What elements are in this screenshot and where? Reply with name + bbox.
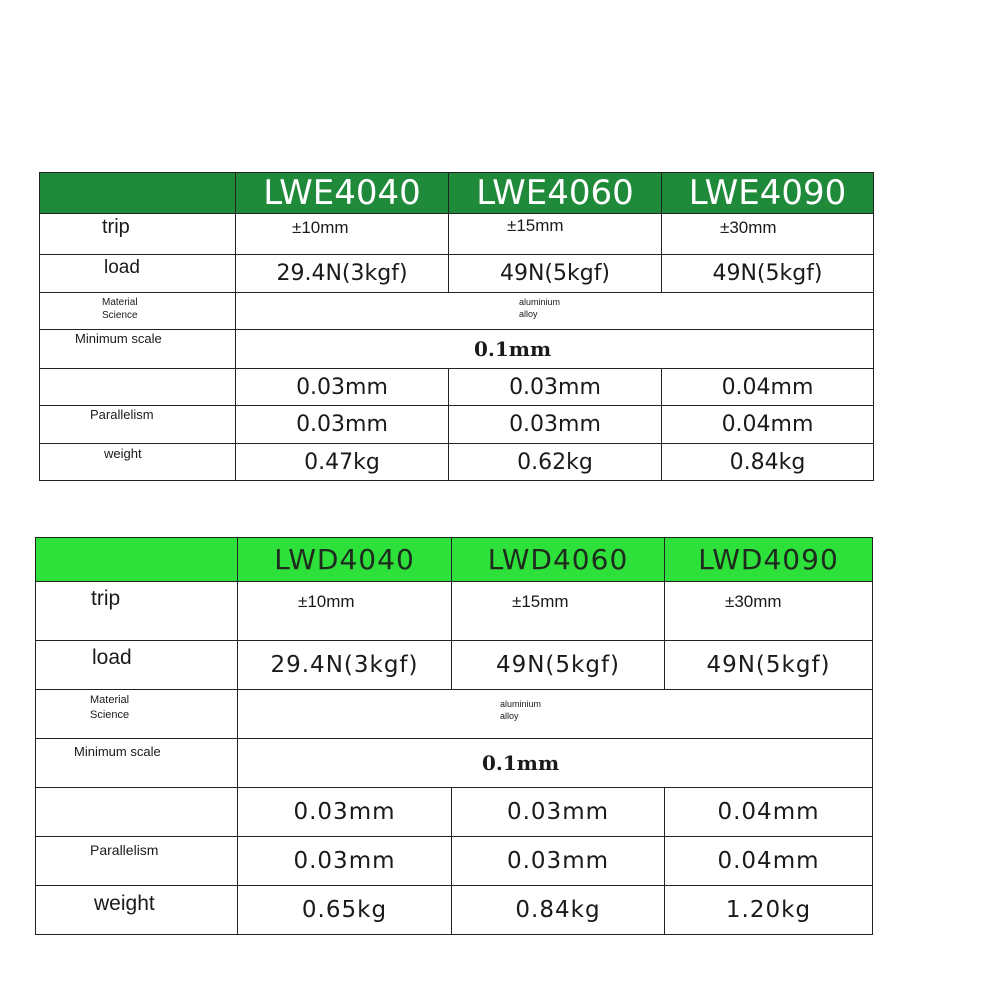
value-cell: 49N(5kgf) (449, 255, 662, 293)
minimum-scale-row (40, 330, 874, 369)
value-cell: 49N(5kgf) (452, 641, 665, 690)
load-label: load (92, 646, 132, 669)
value-cell: 0.84kg (452, 886, 665, 935)
material-value-line1: aluminium (500, 699, 542, 709)
material-label-line1: Material (102, 297, 138, 308)
weight-label: weight (94, 892, 155, 915)
material-label-line2: Science (90, 709, 130, 721)
value-cell: 49N(5kgf) (662, 255, 874, 293)
material-value-line1: aluminium (519, 297, 561, 307)
unlabeled-row (40, 369, 874, 406)
spec-table-lwd (35, 537, 873, 935)
spec-table-lwe (39, 172, 874, 481)
row-label-cell (40, 406, 236, 444)
header-row (40, 173, 874, 214)
row-label-cell-empty (36, 788, 238, 837)
parallelism-row (36, 837, 873, 886)
parallelism-label: Parallelism (90, 407, 154, 422)
value-cell: 0.03mm (238, 837, 452, 886)
value-cell: 0.03mm (449, 369, 662, 406)
minimum-scale-row (36, 739, 873, 788)
trip-label: trip (91, 587, 121, 610)
value-cell: ±10mm (238, 582, 452, 641)
unlabeled-row (36, 788, 873, 837)
load-row (40, 255, 874, 293)
value-cell: 0.84kg (662, 444, 874, 481)
row-label-cell (36, 886, 238, 935)
value-cell: 49N(5kgf) (665, 641, 873, 690)
row-label-cell (40, 330, 236, 369)
material-row (36, 690, 873, 739)
value-cell: ±10mm (236, 214, 449, 255)
material-value-cell (238, 690, 873, 739)
value-cell: 0.04mm (662, 369, 874, 406)
value-cell: 0.47kg (236, 444, 449, 481)
value-cell: 0.62kg (449, 444, 662, 481)
trip-label: trip (102, 216, 130, 238)
value-cell: 1.20kg (665, 886, 873, 935)
value-cell: 0.03mm (236, 369, 449, 406)
value-cell: 0.03mm (238, 788, 452, 837)
minimum-scale-label: Minimum scale (74, 744, 161, 759)
model-header: LWD4090 (665, 538, 873, 582)
material-label-line2: Science (102, 310, 138, 321)
model-header: LWD4040 (238, 538, 452, 582)
model-header: LWE4060 (449, 173, 662, 214)
value-cell: ±15mm (452, 582, 665, 641)
load-label: load (104, 257, 140, 278)
row-label-cell (36, 641, 238, 690)
minimum-scale-value: 0.1mm (474, 337, 552, 361)
minimum-scale-label: Minimum scale (75, 331, 162, 346)
row-label-cell (40, 444, 236, 481)
model-header: LWE4090 (662, 173, 874, 214)
header-row (36, 538, 873, 582)
weight-row (40, 444, 874, 481)
weight-label: weight (104, 446, 142, 461)
row-label-cell (36, 739, 238, 788)
row-label-cell (36, 690, 238, 739)
minimum-scale-value: 0.1mm (482, 751, 560, 775)
parallelism-row (40, 406, 874, 444)
row-label-cell (40, 255, 236, 293)
row-label-cell-empty (40, 369, 236, 406)
minimum-scale-value-cell (238, 739, 873, 788)
trip-row (40, 214, 874, 255)
material-value-cell (236, 293, 874, 330)
material-row (40, 293, 874, 330)
header-blank-cell (40, 173, 236, 214)
row-label-cell (36, 582, 238, 641)
value-cell: 0.04mm (662, 406, 874, 444)
parallelism-label: Parallelism (90, 842, 159, 858)
value-cell: ±30mm (665, 582, 873, 641)
material-value-line2: alloy (519, 309, 538, 319)
value-cell: ±30mm (662, 214, 874, 255)
material-value-line2: alloy (500, 711, 519, 721)
value-cell: 0.03mm (452, 837, 665, 886)
value-cell: 29.4N(3kgf) (236, 255, 449, 293)
value-cell: 0.03mm (452, 788, 665, 837)
row-label-cell (36, 837, 238, 886)
minimum-scale-value-cell (236, 330, 874, 369)
header-blank-cell (36, 538, 238, 582)
row-label-cell (40, 293, 236, 330)
row-label-cell (40, 214, 236, 255)
load-row (36, 641, 873, 690)
value-cell: 0.04mm (665, 788, 873, 837)
value-cell: 0.04mm (665, 837, 873, 886)
value-cell: 0.03mm (236, 406, 449, 444)
model-header: LWD4060 (452, 538, 665, 582)
weight-row (36, 886, 873, 935)
value-cell: 0.03mm (449, 406, 662, 444)
value-cell: 0.65kg (238, 886, 452, 935)
material-label-line1: Material (90, 694, 130, 706)
trip-row (36, 582, 873, 641)
model-header: LWE4040 (236, 173, 449, 214)
value-cell: 29.4N(3kgf) (238, 641, 452, 690)
value-cell: ±15mm (449, 214, 662, 255)
